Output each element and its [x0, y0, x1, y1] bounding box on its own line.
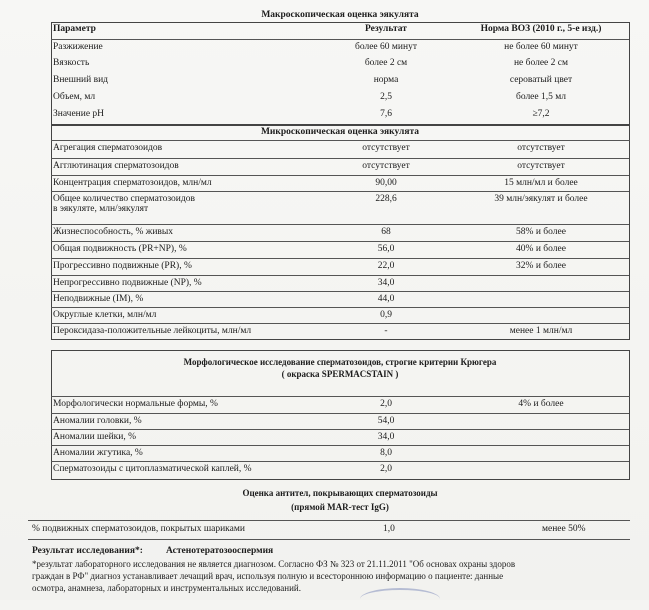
- row-label: Прогрессивно подвижные (PR), %: [53, 261, 192, 271]
- row-result: -: [384, 326, 388, 336]
- row-label: Объем, мл: [53, 92, 96, 102]
- morph-subtitle: ( окраска SPERMACSTAIN ): [281, 369, 399, 379]
- stamp-edge: [360, 588, 440, 610]
- table-row: [51, 241, 629, 258]
- row-label-continued: в эякуляте, млн/эякулят: [53, 204, 149, 214]
- row-result: 68: [381, 227, 391, 237]
- row-label: Общее количество сперматозоидов: [53, 194, 195, 204]
- table-row: [51, 429, 629, 446]
- row-norm: более 1,5 мл: [515, 92, 566, 102]
- row-label: Непрогрессивно подвижные (NP), %: [53, 278, 202, 288]
- table-row: [51, 445, 629, 462]
- row-result: 44,0: [377, 294, 395, 304]
- table-row: [51, 258, 629, 275]
- divider: [28, 520, 630, 521]
- table-row: [51, 224, 629, 241]
- row-label: Аномалии жгутика, %: [53, 448, 143, 458]
- row-norm: 40% и более: [516, 244, 566, 254]
- row-label: Неподвижные (IM), %: [53, 294, 144, 304]
- row-label: Внешний вид: [53, 75, 108, 85]
- table-row: [51, 191, 629, 224]
- row-label: Значение pH: [53, 109, 105, 119]
- table-row: [51, 39, 629, 56]
- row-result: 34,0: [377, 278, 395, 288]
- row-result: 56,0: [377, 244, 395, 254]
- table-row: [51, 397, 629, 413]
- macro-header-row: [51, 22, 629, 38]
- mar-result: 1,0: [383, 524, 395, 534]
- mar-subtitle: (прямой MAR-тест IgG): [291, 502, 389, 512]
- morph-title: Морфологическое исследование сперматозоидов, строгие критерии Крюгера: [183, 357, 497, 367]
- row-result: более 60 минут: [355, 42, 417, 52]
- row-norm: ≥7,2: [532, 109, 550, 119]
- row-label: Агрегация сперматозоидов: [53, 143, 163, 153]
- row-result: 22,0: [377, 261, 395, 271]
- row-label: Сперматозоиды с цитоплазматической каплей, %: [53, 464, 252, 474]
- table-row: [51, 291, 629, 308]
- row-result: 8,0: [380, 448, 392, 458]
- row-label: Жизнеспособность, % живых: [53, 227, 174, 237]
- row-result: 90,00: [375, 178, 397, 188]
- macro-title: Макроскопическая оценка эякулята: [261, 10, 419, 20]
- row-result: 228,6: [375, 194, 397, 204]
- row-norm: 58% и более: [516, 227, 566, 237]
- row-result: отсутствует: [362, 143, 410, 153]
- row-label: Пероксидаза-положительные лейкоциты, млн/мл: [53, 326, 252, 336]
- result-value: Астенотератозооспермия: [166, 546, 274, 556]
- row-result: более 2 см: [364, 58, 408, 68]
- header-parameter: Параметр: [53, 24, 96, 34]
- row-label: Разжижение: [53, 42, 103, 52]
- row-label: Агглютинация сперматозоидов: [53, 161, 179, 171]
- row-label: Аномалии головки, %: [53, 416, 142, 426]
- row-norm: не более 2 см: [513, 58, 569, 68]
- table-row: [51, 413, 629, 430]
- row-norm: 39 млн/эякулят и более: [494, 194, 588, 204]
- mar-label: % подвижных сперматозоидов, покрытых шариками: [32, 524, 245, 534]
- row-result: норма: [373, 75, 399, 85]
- mar-title: Оценка антител, покрывающих сперматозоиды: [242, 488, 438, 498]
- row-result: 54,0: [377, 416, 395, 426]
- footnote-line-1: *результат лабораторного исследования не является диагнозом. Согласно ФЗ № 323 от 21.11.2011 "Об основах охраны здоров: [32, 559, 516, 569]
- row-result: 7,6: [380, 109, 392, 119]
- row-result: отсутствует: [362, 161, 410, 171]
- row-result: 34,0: [377, 432, 395, 442]
- row-norm: 15 млн/мл и более: [504, 178, 578, 188]
- table-row: [51, 107, 629, 123]
- table-row: [51, 90, 629, 106]
- row-label: Концентрация сперматозоидов, млн/мл: [53, 178, 212, 188]
- table-row: [51, 175, 629, 192]
- table-row: [51, 56, 629, 72]
- row-norm: не более 60 минут: [504, 42, 578, 52]
- row-label: Вязкость: [53, 58, 90, 68]
- row-norm: отсутствует: [517, 143, 565, 153]
- row-norm: 32% и более: [516, 261, 566, 271]
- table-row: [51, 141, 629, 157]
- divider: [28, 539, 630, 540]
- row-label: Аномалии шейки, %: [53, 432, 137, 442]
- table-row: [51, 275, 629, 292]
- table-row: [51, 323, 629, 341]
- row-result: 2,5: [380, 92, 392, 102]
- row-norm: отсутствует: [517, 161, 565, 171]
- header-norm: Норма ВОЗ (2010 г., 5-е изд.): [480, 24, 602, 34]
- row-norm: 4% и более: [518, 399, 564, 409]
- footnote-line-3: осмотра, анамнеза, лабораторных и инструментальных исследований.: [32, 583, 301, 593]
- header-result: Результат: [365, 24, 407, 34]
- table-row: [51, 158, 629, 175]
- table-row: [51, 461, 629, 481]
- row-result: 0,9: [380, 310, 392, 320]
- footnote-line-2: граждан в РФ" диагноз устанавливает лечащий врач, используя полную и всестороннюю информацию о пациенте: данные: [32, 571, 504, 581]
- table-row: [51, 73, 629, 89]
- row-label: Округлые клетки, млн/мл: [53, 310, 157, 320]
- micro-title: Микроскопическая оценка эякулята: [260, 127, 420, 137]
- table-row: [51, 307, 629, 324]
- row-label: Общая подвижность (PR+NP), %: [53, 244, 187, 254]
- row-result: 2,0: [380, 399, 392, 409]
- row-norm: сероватый цвет: [509, 75, 573, 85]
- result-label: Результат исследования*:: [32, 546, 143, 556]
- row-norm: менее 1 млн/мл: [509, 326, 573, 336]
- mar-norm: менее 50%: [542, 524, 586, 534]
- row-result: 2,0: [380, 464, 392, 474]
- row-label: Морфологически нормальные формы, %: [53, 399, 218, 409]
